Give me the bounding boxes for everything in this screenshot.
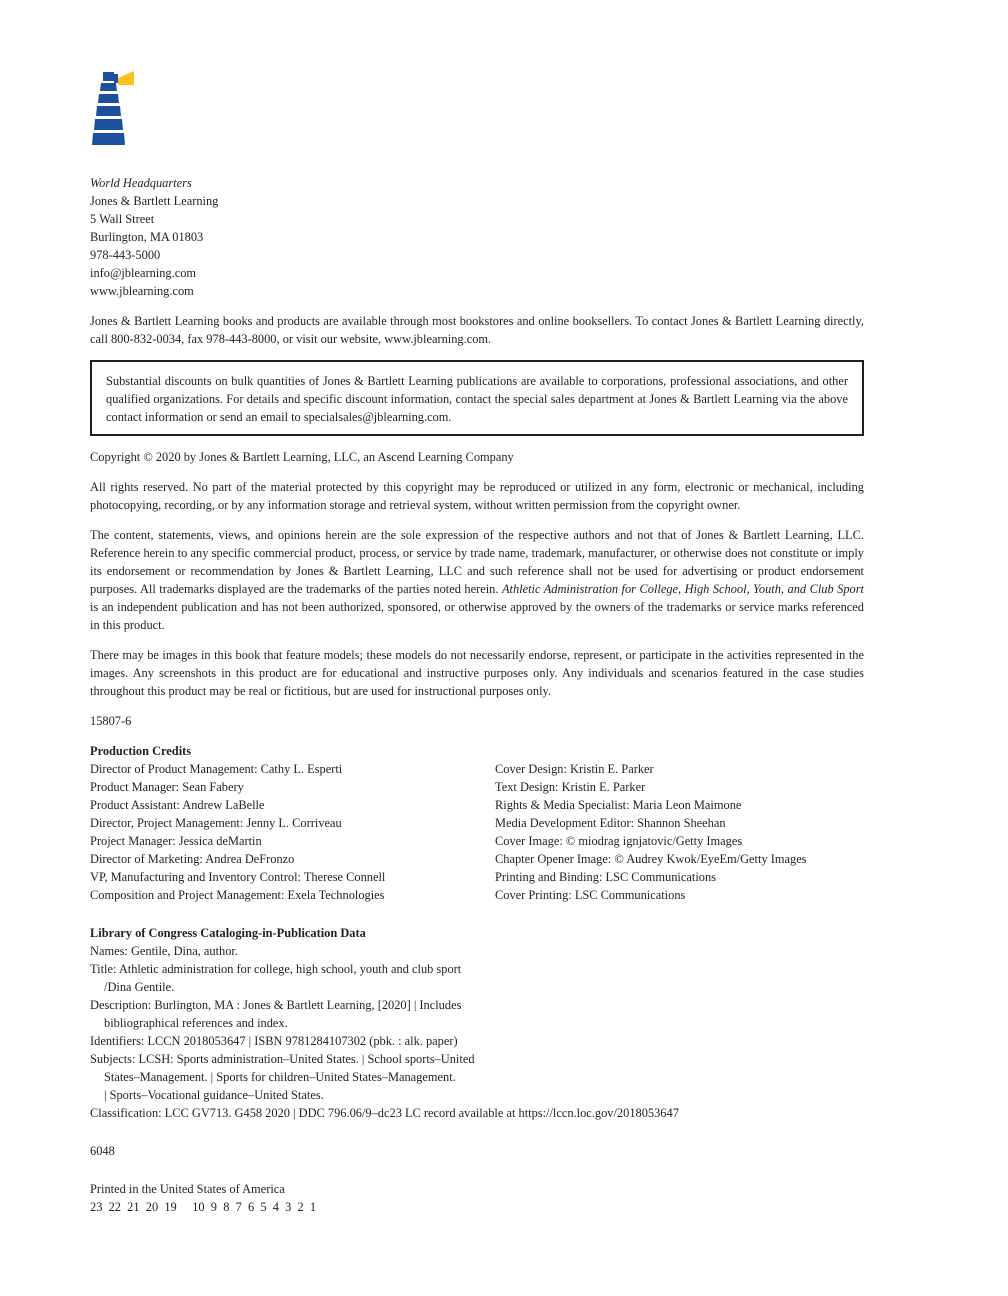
address-line: Jones & Bartlett Learning [90, 194, 219, 208]
cataloging-line: Names: Gentile, Dina, author. [90, 944, 238, 958]
book-title: Athletic Administration for College, High School, Youth, and Club Sport [501, 582, 864, 596]
credit-item: Cover Image: © miodrag ignjatovic/Getty Images [495, 834, 743, 848]
cataloging-line: States–Management. | Sports for children–United States–Management. [104, 1070, 456, 1084]
printing-info [90, 1180, 864, 1216]
cataloging-line: Identifiers: LCCN 2018053647 | ISBN 9781284107302 (pbk. : alk. paper) [90, 1034, 458, 1048]
credit-item: Media Development Editor: Shannon Sheehan [495, 816, 726, 830]
cataloging-heading: Library of Congress Cataloging-in-Publication Data [90, 926, 366, 940]
credit-item: Printing and Binding: LSC Communications [495, 870, 716, 884]
cataloging-line: Subjects: LCSH: Sports administration–United States. | School sports–United [90, 1052, 475, 1066]
cataloging-data [90, 924, 864, 1122]
credit-item: Director, Project Management: Jenny L. Corriveau [90, 816, 342, 830]
disclaimer-text: The content, statements, views, and opinions herein are the sole expression of the respective authors and not that of Jones & Bartlett Learning, LLC. Reference herein to any specific commercial product, process, or service by trade name, trademark, manufacturer, or otherwise does not constitute or imply its endorsement or recommendation by Jones & Bartlett Learning, LLC and such reference shall not be used for advertising or product endorsement purposes. All trademarks displayed are the trademarks of the parties noted herein. [90, 528, 864, 596]
production-credits-heading: Production Credits [90, 744, 192, 758]
copyright-line: Copyright © 2020 by Jones & Bartlett Learning, LLC, an Ascend Learning Company [90, 450, 514, 464]
credit-item: Cover Design: Kristin E. Parker [495, 762, 654, 776]
disclaimer-paragraph [90, 526, 864, 634]
cataloging-line: Title: Athletic administration for college, high school, youth and club sport [90, 962, 462, 976]
credit-item: Rights & Media Specialist: Maria Leon Maimone [495, 798, 742, 812]
address-phone: 978-443-5000 [90, 248, 161, 262]
address-website: www.jblearning.com [90, 284, 194, 298]
credit-item: Director of Product Management: Cathy L. Esperti [90, 762, 343, 776]
printed-in: Printed in the United States of America [90, 1182, 285, 1196]
disclaimer-text-end: is an independent publication and has not been authorized, sponsored, or otherwise approved by the owners of the trademarks or service marks referenced in this product. [90, 600, 864, 632]
credit-item: Text Design: Kristin E. Parker [495, 780, 646, 794]
images-paragraph: There may be images in this book that feature models; these models do not necessarily endorse, represent, or participate in the activities represented in the images. Any screenshots in this product are for educational and instructive purposes only. Any individuals and scenarios featured in the case studies throughout this product may be real or fictitious, but are used for instructional purposes only. [90, 648, 864, 698]
availability-paragraph: Jones & Bartlett Learning books and products are available through most bookstores and online booksellers. To contact Jones & Bartlett Learning directly, call 800-832-0034, fax 978-443-8000, or visit our website, www.jblearning.com. [90, 314, 864, 346]
page-content [90, 174, 864, 1216]
credit-item: Composition and Project Management: Exela Technologies [90, 888, 385, 902]
credit-item: Director of Marketing: Andrea DeFronzo [90, 852, 295, 866]
printing-number-line: 23 22 21 20 19 10 9 8 7 6 5 4 3 2 1 [90, 1200, 317, 1214]
address-heading: World Headquarters [90, 176, 192, 190]
print-code: 6048 [90, 1144, 115, 1158]
cataloging-line: bibliographical references and index. [104, 1016, 288, 1030]
cataloging-line: /Dina Gentile. [104, 980, 175, 994]
credit-item: Cover Printing: LSC Communications [495, 888, 686, 902]
address-line: Burlington, MA 01803 [90, 230, 204, 244]
cataloging-line: Classification: LCC GV713. G458 2020 | DDC 796.06/9–dc23 LC record available at https://lccn.loc.gov/2018053647 [90, 1106, 679, 1120]
address-line: 5 Wall Street [90, 212, 155, 226]
credit-item: Project Manager: Jessica deMartin [90, 834, 262, 848]
lighthouse-icon [92, 70, 136, 146]
rights-paragraph: All rights reserved. No part of the material protected by this copyright may be reproduced or utilized in any form, electronic or mechanical, including photocopying, recording, or by any information storage and retrieval system, without written permission from the copyright owner. [90, 480, 864, 512]
code-number: 15807-6 [90, 714, 132, 728]
credit-item: Product Assistant: Andrew LaBelle [90, 798, 265, 812]
credit-item: Chapter Opener Image: © Audrey Kwok/EyeEm/Getty Images [495, 852, 807, 866]
credit-item: Product Manager: Sean Fabery [90, 780, 244, 794]
credits-left-column [90, 760, 495, 904]
credits-right-column [495, 760, 864, 904]
production-credits [90, 742, 864, 904]
credits-columns [90, 760, 864, 904]
bulk-discount-notice: Substantial discounts on bulk quantities of Jones & Bartlett Learning publications are available to corporations, professional associations, and other qualified organizations. For details and specific discount information, contact the special sales department at Jones & Bartlett Learning via the above contact information or send an email to specialsales@jblearning.com. [90, 360, 864, 436]
cataloging-line: Description: Burlington, MA : Jones & Bartlett Learning, [2020] | Includes [90, 998, 462, 1012]
address-email: info@jblearning.com [90, 266, 197, 280]
credit-item: VP, Manufacturing and Inventory Control: Therese Connell [90, 870, 386, 884]
cataloging-line: | Sports–Vocational guidance–United States. [104, 1088, 324, 1102]
publisher-address [90, 174, 864, 300]
